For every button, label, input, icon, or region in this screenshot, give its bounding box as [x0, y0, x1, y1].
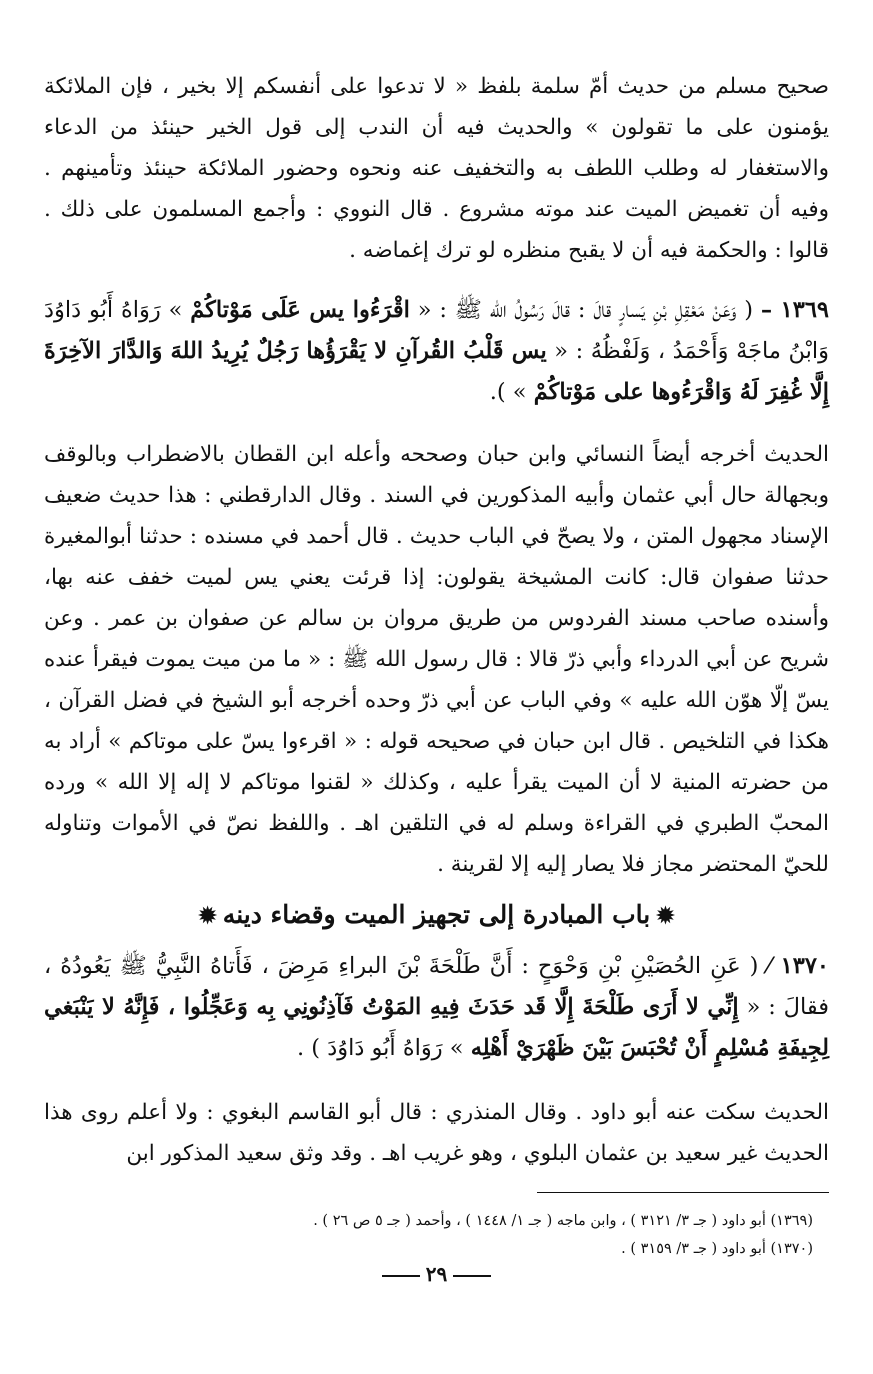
hadith-1369-text-2: يس قَلْبُ القُرآنِ لا يَقْرَؤُها رَجُلٌ يُرِيدُ اللهَ وَالدَّارَ الآخِرَةَ إِلَّا غُفِرَ لَهُ وَاقْرَءُوها على مَوْتاكُمْ	[44, 338, 829, 405]
hadith-1369-text-1: اقْرَءُوا يس عَلَى مَوْتاكُمْ	[190, 297, 410, 323]
page-number-dash	[382, 1275, 420, 1277]
footnote-divider	[537, 1192, 829, 1193]
hadith-number-1369: ١٣٦٩ –	[760, 297, 829, 323]
hadith-1369-attribution: » رَوَاهُ أَبُو دَاوُدَ وَابْنُ ماجَهْ وَأَحْمَدُ ، وَلَفْظُهُ : «	[44, 297, 829, 364]
commentary-paragraph-1: صحيح مسلم من حديث أمّ سلمة بلفظ « لا تدعوا على أنفسكم إلا بخير ، فإن الملائكة يؤمنون على ما تقولون » والحديث فيه أن الندب إلى قول الخير حينئذ من الدعاء والاستغفار له وطلب اللطف به والتخفيف عنه ونحوه وحضور الملائكة حينئذ وتأمينهم . وفيه أن تغميض الميت عند موته مشروع . قال النووي : وأجمع المسلمون على ذلك . قالوا : والحكمة فيه أن لا يقبح منظره لو ترك إغماضه .	[44, 74, 829, 263]
chapter-heading-text: باب المبادرة إلى تجهيز الميت وقضاء دينه	[222, 900, 651, 929]
hadith-1370-closing: » رَوَاهُ أَبُو دَاوُدَ ) .	[297, 1035, 464, 1061]
hadith-1370-text: إِنِّي لا أَرَى طَلْحَةَ إِلَّا قَد حَدَثَ فِيهِ المَوْتُ فَآذِنُونِي بِه وَعَجِّلُوا ، فَإِنَّهُ لا يَنْبَغي لِجِيفَةِ مُسْلِمٍ أَنْ تُحْبَسَ بَيْنَ ظَهْرَيْ أَهْلِه	[44, 994, 829, 1061]
footnote-1369: (١٣٦٩) أبو داود ( جـ ٣/ ٣١٢١ ) ، وابن ماجه ( جـ ١/ ١٤٤٨ ) ، وأحمد ( جـ ٥ ص ٢٦ ) .	[313, 1213, 813, 1229]
hadith-number-1370: ١٣٧٠ ⁄	[767, 953, 829, 979]
hadith-1369-opening: ( وَعَنْ مَعْقِلِ بْنِ يَسارٍ قالَ : قالَ رَسُولُ الله ﷺ : «	[417, 297, 754, 323]
chapter-heading	[0, 893, 873, 938]
page-number	[0, 1262, 873, 1286]
star-ornament-icon: ✹	[656, 903, 675, 929]
hadith-1370	[44, 946, 829, 1069]
page-number-value: ٢٩	[425, 1262, 448, 1286]
commentary-paragraph-3: الحديث سكت عنه أبو داود . وقال المنذري : قال أبو القاسم البغوي : ولا أعلم روى هذا الحديث غير سعيد بن عثمان البلوي ، وهو غريب اهـ . وقد وثق سعيد المذكور ابن	[44, 1100, 829, 1166]
footnote-1370: (١٣٧٠) أبو داود ( جـ ٣/ ٣١٥٩ ) .	[621, 1241, 813, 1257]
hadith-1369-closing: » ).	[489, 379, 527, 405]
star-ornament-icon: ✹	[198, 903, 217, 929]
hadith-1370-opening: ( عَنِ الحُصَيْنِ بْنِ وَحْوَحٍ : أَنَّ طَلْحَةَ بْنَ البراءِ مَرِضَ ، فَأَتاهُ النَّبِيُّ ﷺ يَعُودُهُ ، فقالَ : «	[44, 953, 829, 1020]
hadith-1369	[44, 290, 829, 413]
commentary-paragraph-2: الحديث أخرجه أيضاً النسائي وابن حبان وصححه وأعله ابن القطان بالاضطراب وبالوقف وبجهالة حال أبي عثمان وأبيه المذكورين في السند . وقال الدارقطني : هذا حديث ضعيف الإسناد مجهول المتن ، ولا يصحّ في الباب حديث . قال أحمد في مسنده : حدثنا أبوالمغيرة حدثنا صفوان قال: كانت المشيخة يقولون: إذا قرئت يعني يس لميت خفف عنه بها، وأسنده صاحب مسند الفردوس من طريق مروان بن سالم عن صفوان بن عمر . وعن شريح عن أبي الدرداء وأبي ذرّ قالا : قال رسول الله ﷺ : « ما من ميت يموت فيقرأ عنده يسّ إلّا هوّن الله عليه » وفي الباب عن أبي ذرّ وحده أخرجه أبو الشيخ في فضل القرآن ، هكذا في التلخيص . قال ابن حبان في صحيحه قوله : « اقرءوا يسّ على موتاكم » أراد به من حضرته المنية لا أن الميت يقرأ عليه ، وكذلك « لقنوا موتاكم لا إله إلا الله » ورده المحبّ الطبري في القراءة وسلم له في التلقين اهـ . واللفظ نصّ في الأموات وتناوله للحيّ المحتضر مجاز فلا يصار إليه إلا لقرينة .	[44, 442, 829, 877]
page-number-dash	[453, 1275, 491, 1277]
